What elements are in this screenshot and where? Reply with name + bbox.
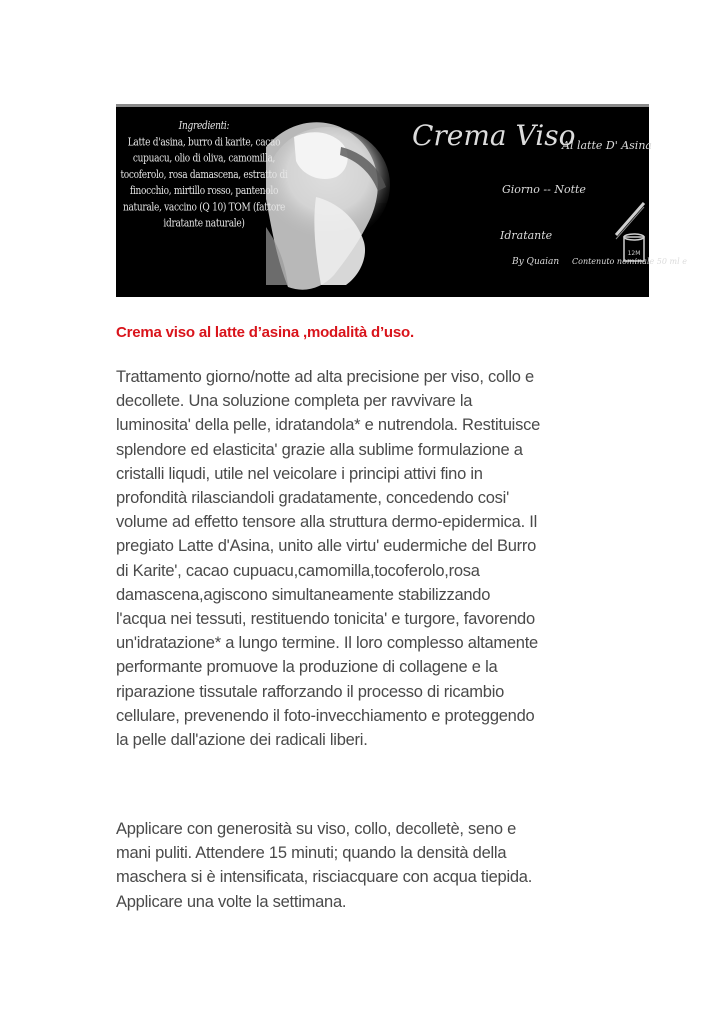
paragraph-line: decollete. Una soluzione completa per ravvivare la bbox=[116, 392, 473, 411]
section-heading: Crema viso al latte d’asina ,modalità d’uso. bbox=[116, 324, 414, 341]
description-paragraph bbox=[116, 365, 540, 752]
paragraph-line: pregiato Latte d'Asina, unito alle virtu' eudermiche del Burro bbox=[116, 537, 537, 556]
paragraph-line: di Karite', cacao cupuacu,camomilla,tocoferolo,rosa bbox=[116, 561, 480, 580]
paragraph-line: Applicare una volte la settimana. bbox=[116, 892, 347, 911]
paragraph-line: la pelle dall'azione dei radicali liberi. bbox=[116, 731, 368, 750]
paragraph-line: un'idratazione* a lungo termine. Il loro complesso altamente bbox=[116, 634, 538, 653]
paragraph-line: performante promuove la produzione di collagene e la bbox=[116, 658, 498, 677]
ingredients-line: mirtillo rosso, pantenolo naturale, vaccino (Q bbox=[122, 185, 279, 214]
usage-instructions-paragraph bbox=[116, 817, 532, 914]
maker-signature: By Quaian bbox=[512, 257, 560, 267]
paragraph-line: splendore ed elasticita' grazie alla sublime formulazione a bbox=[116, 440, 523, 459]
ingredients-title: Ingredienti: bbox=[178, 120, 230, 133]
product-type: Idratante bbox=[500, 229, 553, 242]
paragraph-line: l'acqua nei tessuti, restituendo tonicita' e turgore, favorendo bbox=[116, 610, 535, 629]
usage-time: Giorno -- Notte bbox=[502, 183, 586, 196]
ingredients-line: Latte d'asina, burro di karite, cacao cupuacu, olio di oliva, bbox=[127, 136, 281, 166]
product-subtitle: Al latte D' Asina bbox=[562, 139, 652, 152]
paragraph-line: volume ad effetto tensore alla struttura dermo-epidermica. Il bbox=[116, 513, 537, 532]
ingredients-line: camomilla, tocoferolo, rosa damascena, estratto di finocchio, bbox=[120, 152, 288, 198]
jar-label: 12M bbox=[627, 250, 641, 257]
paragraph-line: profondità rilasciandoli gradatamente, concedendo cosi' bbox=[116, 489, 509, 508]
paragraph-line: Trattamento giorno/notte ad alta precisione per viso, collo e bbox=[116, 368, 534, 386]
paragraph-line: luminosita' della pelle, idratandola* e nutrendola. Restituisce bbox=[116, 416, 540, 435]
paragraph-line: damascena,agiscono simultaneamente stabilizzando bbox=[116, 585, 491, 604]
paragraph-line: mani puliti. Attendere 15 minuti; quando la densità della bbox=[116, 844, 507, 863]
ingredients-line: 10) TOM (fattore idratante naturale) bbox=[163, 201, 286, 231]
paragraph-line: cellulare, prevenendo il foto-invecchiamento e proteggendo bbox=[116, 706, 535, 725]
paragraph-line: maschera si è intensificata, risciacquare con acqua tiepida. bbox=[116, 868, 533, 887]
paragraph-line: riparazione tissutale rafforzando il processo di ricambio bbox=[116, 682, 505, 701]
ingredients-text bbox=[120, 119, 288, 233]
product-name: Crema Viso bbox=[412, 119, 576, 152]
paragraph-line: Applicare con generosità su viso, collo, decolletè, seno e bbox=[116, 820, 517, 838]
paragraph-line: cristalli liqudi, utile nel veicolare i principi attivi fino in bbox=[116, 464, 483, 483]
product-banner-image bbox=[116, 104, 687, 294]
net-content: Contenuto nominale 50 ml e bbox=[572, 257, 687, 266]
